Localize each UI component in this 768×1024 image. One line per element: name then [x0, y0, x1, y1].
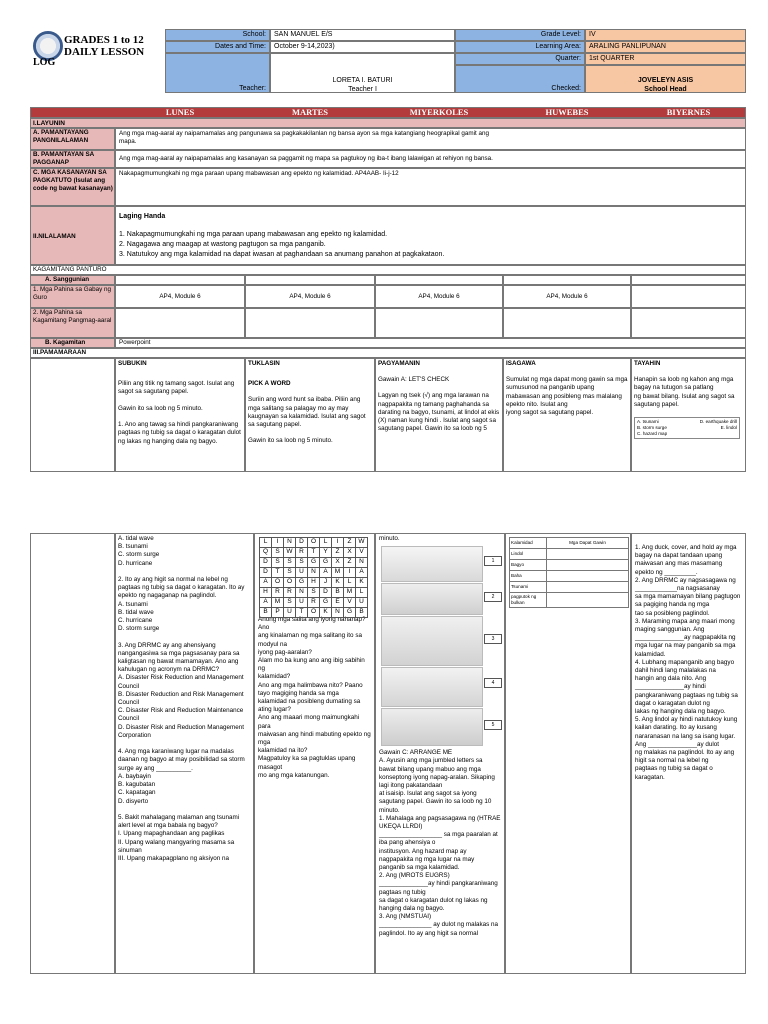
- word-hunt-cell: S: [284, 568, 296, 578]
- header-grade-value-cell: [585, 29, 746, 41]
- teacher-name: LORETA I. BATURI: [332, 77, 393, 84]
- word-hunt-cell: N: [308, 568, 320, 578]
- word-hunt-cell: X: [344, 548, 356, 558]
- word-hunt-cell: V: [344, 598, 356, 608]
- isagawa-row-2: Bagyo: [510, 560, 547, 570]
- word-hunt-cell: K: [356, 578, 368, 588]
- dates-value: October 9-14,2023): [274, 43, 335, 50]
- sanggunian-cell-4: [503, 275, 631, 285]
- answer-number-4: 4: [491, 680, 495, 686]
- gabay-value-3: AP4, Module 6: [418, 293, 460, 300]
- proc-left-col: [30, 358, 115, 472]
- word-hunt-cell: L: [260, 538, 272, 548]
- nilalaman-item-2: 2. Nagagawa ang maagap at wastong pagtugon sa mga panganib.: [119, 241, 326, 248]
- proc-header-pagyamanin: PAGYAMANIN: [378, 360, 420, 367]
- word-hunt-cell: N: [296, 588, 308, 598]
- word-hunt-cell: A: [260, 598, 272, 608]
- pagganap-text-cell: [115, 150, 746, 168]
- pamantayang-label-cell: [30, 128, 115, 150]
- title-line3: LOG: [33, 57, 56, 68]
- kagamitang-pm-cell-4: [503, 308, 631, 338]
- kasanayan-label: C. MGA KASANAYAN SA PAGKATUTO (Isulat ang code ng bawat kasanayan): [33, 169, 113, 193]
- word-hunt-cell: M: [332, 568, 344, 578]
- word-hunt-cell: R: [272, 588, 284, 598]
- illustration-2: [381, 583, 483, 615]
- isagawa-row-3: Baha: [510, 571, 547, 581]
- pamamaraan-label: III.PAMAMARAAN: [33, 349, 87, 356]
- b-kagamitan-label-cell: [30, 338, 115, 348]
- word-hunt-cell: N: [332, 608, 344, 618]
- word-hunt-row: [260, 538, 368, 548]
- gabay-cell-4: [503, 285, 631, 308]
- word-hunt-cell: R: [308, 598, 320, 608]
- answer-arrow-4: [484, 678, 502, 688]
- page2-pagyamanin-text: Gawain C: ARRANGE ME A. Ayusin ang mga jumbled letters sa bawat bilang upang mabuo ang mga konseptong iyong napag-aralan. Sikaping lagi itong pakatandaan at isaisip. Isulat ang sagot sa iyong sagutang papel. Gawin ito sa loob ng 10 minuto. 1. Mahalaga ang pagsasagawa ng (HTRAE UKEQA LLRDI) __________________ sa mga paaralan at iba pang ahensiya o institusyon. Ang hazard map ay nagpapakita ng mga lugar na may panganib sa mga kalamidad. 2. Ang (MROTS EUGRS) ______________ay hindi pangkaraniwang pagtaas ng tubig sa dagat o karagatan dulot ng lakas ng hanging dala ng bagyo. 3. Ang (NMSTUAI) _______________ ay dulot ng malakas na paglindol. Ito ay ang higit sa normal: [379, 749, 501, 937]
- word-hunt-cell: L: [344, 578, 356, 588]
- pagganap-text: Ang mga mag-aaral ay naipapamalas ang kasanayan sa paggamit ng mapa sa pagtukoy ng iba-t ibang lalawigan at rehiyon ng bansa.: [119, 155, 493, 162]
- page2-left-col: [30, 533, 115, 974]
- answer-number-3: 3: [491, 636, 495, 642]
- word-hunt-cell: O: [284, 578, 296, 588]
- header-checked-value-cell: [585, 65, 746, 93]
- gabay-value-2: AP4, Module 6: [289, 293, 331, 300]
- kasanayan-label-cell: [30, 168, 115, 206]
- checked-role: School Head: [644, 86, 687, 93]
- kagamitang-pm-cell-3: [375, 308, 503, 338]
- page2-col-tayahin: [631, 533, 746, 974]
- quarter-label: Quarter:: [555, 55, 581, 62]
- kagamitang-row: [30, 265, 746, 275]
- day-header-miyerkoles: MIYERKOLES: [409, 107, 469, 117]
- word-hunt-cell: Z: [332, 548, 344, 558]
- school-label: School:: [242, 31, 266, 38]
- answer-arrow-1: [484, 556, 502, 566]
- isagawa-text: Sumulat ng mga dapat mong gawin sa mga sumusunod na panganib upang mabawasan ang posibleng mas malalang epekto nito. Isulat ang iyong sagot sa sagutang papel.: [506, 376, 628, 417]
- kagamitang-pm-cell-2: [245, 308, 375, 338]
- pagganap-label-cell: [30, 150, 115, 168]
- word-hunt-cell: U: [356, 598, 368, 608]
- grade-label: Grade Level:: [540, 31, 581, 38]
- page2-pagyamanin-top: minuto.: [379, 535, 400, 542]
- word-hunt-cell: B: [260, 608, 272, 618]
- tuklasin-text: Suriin ang word hunt sa ibaba. Piliin ang mga salitang sa palagay mo ay may kaugnayan sa kalamidad. Isulat ang sagot sa sagutang papel. Gawin ito sa loob ng 5 minuto.: [248, 396, 366, 445]
- word-hunt-cell: G: [308, 558, 320, 568]
- proc-col-tuklasin: [245, 358, 375, 472]
- pamantayang-text-cell: [115, 128, 746, 150]
- word-hunt-cell: K: [320, 608, 332, 618]
- illustration-5: [381, 708, 483, 746]
- word-hunt-cell: I: [344, 568, 356, 578]
- gabay-cell-1: [115, 285, 245, 308]
- word-hunt-cell: K: [332, 578, 344, 588]
- header-area-label-cell: [455, 41, 585, 53]
- gabay-cell-2: [245, 285, 375, 308]
- gabay-cell-3: [375, 285, 503, 308]
- isagawa-row-1: Lindol: [510, 549, 547, 559]
- tayahin-text: Hanapin sa loob ng kahon ang mga bagay na tutugon sa patlang ng bawat bilang. Isulat ang sagot sa sagutang papel.: [634, 376, 735, 408]
- choice-d: D. earthquake drill: [699, 419, 737, 425]
- word-hunt-cell: N: [356, 558, 368, 568]
- word-hunt-cell: S: [308, 588, 320, 598]
- choice-c: C. hazard map: [637, 431, 668, 437]
- header-school-label-cell: [165, 29, 270, 41]
- answer-number-5: 5: [491, 722, 495, 728]
- isagawa-row-5: pagputok ng bulkan: [510, 593, 547, 607]
- word-hunt-cell: L: [356, 588, 368, 598]
- answer-number-2: 2: [491, 594, 495, 600]
- word-hunt-row: [260, 598, 368, 608]
- layunin-row: [30, 118, 746, 128]
- nilalaman-item-1: 1. Nakapagmumungkahi ng mga paraan upang mabawasan ang epekto ng kalamidad.: [119, 231, 388, 238]
- word-hunt-cell: U: [296, 598, 308, 608]
- kagamitang-pm-cell-5: [631, 308, 746, 338]
- word-hunt-cell: H: [260, 588, 272, 598]
- word-hunt-cell: X: [332, 558, 344, 568]
- word-hunt-cell: G: [320, 598, 332, 608]
- day-header-huwebes: HUWEBES: [545, 107, 589, 117]
- sanggunian-cell-1: [115, 275, 245, 285]
- answer-arrow-5: [484, 720, 502, 730]
- word-hunt-cell: S: [284, 598, 296, 608]
- isagawa-th-kalamidad: Kalamidad: [510, 538, 547, 548]
- gabay-label: 1. Mga Pahina sa Gabay ng Guro: [33, 286, 112, 302]
- word-hunt-row: [260, 588, 368, 598]
- nilalaman-label: II.NILALAMAN: [33, 233, 76, 240]
- illustration-4: [381, 667, 483, 707]
- area-value: ARALING PANLIPUNAN: [589, 43, 666, 50]
- proc-header-tayahin: TAYAHIN: [634, 360, 661, 367]
- word-hunt-cell: I: [332, 538, 344, 548]
- layunin-label: I.LAYUNIN: [33, 120, 65, 127]
- word-hunt-cell: D: [260, 568, 272, 578]
- nilalaman-item-3: 3. Natutukoy ang mga kalamidad na dapat iwasan at paghandaan sa anumang panahon at pagkakataon.: [119, 251, 445, 258]
- word-hunt-cell: L: [320, 538, 332, 548]
- pagyamanin-title: Gawain A: LET'S CHECK: [378, 376, 450, 384]
- page2-col-pagyamanin: [375, 533, 505, 974]
- day-header-martes: MARTES: [291, 107, 329, 117]
- word-hunt-cell: B: [356, 608, 368, 618]
- word-hunt-cell: V: [356, 548, 368, 558]
- nilalaman-text-cell: [115, 206, 746, 265]
- gabay-value-1: AP4, Module 6: [159, 293, 201, 300]
- checked-name: JOVELEYN ASIS: [637, 77, 694, 84]
- word-hunt-cell: P: [272, 608, 284, 618]
- page2-col-tuklasin: [254, 533, 375, 974]
- proc-header-tuklasin: TUKLASIN: [248, 360, 280, 367]
- word-hunt-row: [260, 608, 368, 618]
- word-hunt-cell: M: [272, 598, 284, 608]
- title-line2: DAILY LESSON: [64, 46, 145, 58]
- proc-header-subukin: SUBUKIN: [118, 360, 147, 367]
- word-hunt-cell: A: [260, 578, 272, 588]
- proc-col-subukin: [115, 358, 245, 472]
- day-header-biyernes: BIYERNES: [666, 107, 711, 117]
- isagawa-th-gawin: Mga Dapat Gawin: [569, 540, 606, 545]
- word-hunt-cell: S: [272, 558, 284, 568]
- proc-col-pagyamanin: [375, 358, 503, 472]
- word-hunt-cell: U: [296, 568, 308, 578]
- header-teacher-value-cell: [270, 53, 455, 93]
- word-hunt-cell: D: [320, 588, 332, 598]
- page2-tuklasin-text: Anong mga salita ang iyong nahanap? Ano ang kinalaman ng mga salitang ito sa modyul na iyong pag-aaralan? Alam mo ba kung ano ang ibig sabihin ng kalamidad? Ano ang mga halimbawa nito? Paano tayo magiging handa sa mga kalamidad na posibleng dumating sa ating lugar? Ano ang maaari mong maimungkahi para maiwasan ang hindi mabuting epekto ng mga kalamidad na ito? Magpatuloy ka sa pagtuklas upang masagot mo ang mga katanungan.: [258, 616, 371, 779]
- word-hunt-grid: [259, 537, 368, 618]
- word-hunt-cell: U: [284, 608, 296, 618]
- header-grade-label-cell: [455, 29, 585, 41]
- word-hunt-cell: D: [260, 558, 272, 568]
- sanggunian-cell-5: [631, 275, 746, 285]
- header-quarter-value-cell: [585, 53, 746, 65]
- kasanayan-text-cell: [115, 168, 746, 206]
- word-hunt-cell: Q: [260, 548, 272, 558]
- answer-arrow-2: [484, 592, 502, 602]
- header-dates-label-cell: [165, 41, 270, 53]
- nilalaman-label-cell: [30, 206, 115, 265]
- header-area-value-cell: [585, 41, 746, 53]
- word-hunt-cell: R: [296, 548, 308, 558]
- teacher-label: Teacher:: [239, 85, 266, 92]
- page2-col-subukin: [115, 533, 254, 974]
- isagawa-table: [509, 537, 629, 608]
- pagyamanin-text: Lagyan ng tsek (√) ang mga larawan na nagpapakita ng tamang paghahanda sa darating na bagyo, tsunami, at lindol at ekis (X) naman kung hindi . Isulat ang sagot sa sagutang papel. Gawin ito sa loob ng 5: [378, 392, 500, 433]
- kagamitang-pm-label-cell: [30, 308, 115, 338]
- word-hunt-cell: G: [296, 578, 308, 588]
- word-hunt-cell: Z: [344, 538, 356, 548]
- kagamitang-pm-label: 2. Mga Pahina sa Kagamitang Pangmag-aaral: [33, 309, 112, 325]
- pagganap-label: B. PAMANTAYAN SA PAGGANAP: [33, 151, 94, 167]
- word-hunt-cell: E: [332, 598, 344, 608]
- nilalaman-title: Laging Handa: [119, 213, 166, 220]
- school-value: SAN MANUEL E/S: [274, 31, 333, 38]
- sanggunian-cell-2: [245, 275, 375, 285]
- day-header-lunes: LUNES: [165, 107, 195, 117]
- word-hunt-cell: S: [284, 558, 296, 568]
- word-hunt-cell: W: [284, 548, 296, 558]
- word-hunt-cell: J: [320, 578, 332, 588]
- b-kagamitan-label: B. Kagamitan: [45, 339, 86, 346]
- answer-arrow-3: [484, 634, 502, 644]
- word-hunt-row: [260, 558, 368, 568]
- word-hunt-cell: G: [344, 608, 356, 618]
- tayahin-choices-box: [634, 417, 740, 439]
- header-school-value-cell: [270, 29, 455, 41]
- kasanayan-text: Nakapagmumungkahi ng mga paraan upang mabawasan ang epekto ng kalamidad. AP4AAB- Ii-j-12: [119, 170, 399, 177]
- dates-label: Dates and Time:: [215, 43, 266, 50]
- proc-header-isagawa: ISAGAWA: [506, 360, 536, 367]
- pamantayang-text: Ang mga mag-aaral ay naipamamalas ang pangunawa sa pagkakakilanlan ng bansa ayon sa mga katangiang heograpikal gamit ang mapa.: [119, 130, 490, 146]
- word-hunt-cell: O: [308, 538, 320, 548]
- word-hunt-cell: T: [308, 548, 320, 558]
- word-hunt-cell: T: [296, 608, 308, 618]
- sanggunian-label: A. Sanggunian: [45, 276, 90, 283]
- word-hunt-cell: O: [308, 608, 320, 618]
- tuklasin-title: PICK A WORD: [248, 380, 291, 388]
- word-hunt-cell: H: [308, 578, 320, 588]
- teacher-role: Teacher I: [348, 86, 377, 93]
- header-checked-label-cell: [455, 65, 585, 93]
- header-dates-value-cell: [270, 41, 455, 53]
- grade-value: IV: [589, 31, 596, 38]
- page2-col-isagawa: [505, 533, 631, 974]
- word-hunt-row: [260, 568, 368, 578]
- word-hunt-cell: I: [272, 538, 284, 548]
- word-hunt-cell: A: [320, 568, 332, 578]
- gabay-cell-5: [631, 285, 746, 308]
- area-label: Learning Area:: [535, 43, 581, 50]
- word-hunt-cell: M: [344, 588, 356, 598]
- b-kagamitan-value-cell: [115, 338, 746, 348]
- kagamitang-label: KAGAMITANG PANTURO: [33, 266, 107, 273]
- answer-number-1: 1: [491, 558, 495, 564]
- subukin-text: Piliin ang titik ng tamang sagot. Isulat ang sagot sa sagutang papel. Gawin ito sa loob ng 5 minuto. 1. Ano ang tawag sa hindi pangkaraniwang pagtaas ng tubig sa dagat o karagatan dulot ng lakas ng hanging dala ng bagyo.: [118, 380, 241, 445]
- sanggunian-cell-3: [375, 275, 503, 285]
- word-hunt-cell: Y: [320, 548, 332, 558]
- word-hunt-cell: R: [284, 588, 296, 598]
- header-teacher-label-cell: [165, 53, 270, 93]
- pamamaraan-row: [30, 348, 746, 358]
- page2-subukin-text: A. tidal wave B. tsunami C. storm surge D. hurricane 2. Ito ay ang higit sa normal na lebel ng pagtaas ng tubig sa dagat o karagatan. Ito ay epekto ng nagaganap na paglindol. A. tsunami B. tidal wave C. hurricane D. storm surge 3. Ang DRRMC ay ang ahensiyang nangangasiwa sa mga pagsasanay para sa kaligtasan ng bawat mamamayan. Ano ang kahulugan ng acronym na DRRMC? A. Disaster Risk Reduction and Management Council B. Disaster Reduction and Risk Management Council C. Disaster Risk and Reduction Maintenance Council D. Disaster Risk and Reduction Management Corporation 4. Ang mga karaniwang lugar na madalas daanan ng bagyo at may posibilidad sa storm surge ay ang __________. A. baybayin B. kagubatan C. kapatagan D. disyerto 5. Bakit mahalagang malaman ang tsunami alert level at mga babala ng bagyo? I. Upang mapaghandaan ang paglikas II. Upang walang mangyaring masama sa sinuman III. Upang makapagplano ng aksiyon na: [118, 535, 245, 862]
- choice-a: A. tsunami: [637, 419, 659, 425]
- word-hunt-cell: D: [296, 538, 308, 548]
- word-hunt-cell: T: [272, 568, 284, 578]
- word-hunt-cell: N: [284, 538, 296, 548]
- proc-col-isagawa: [503, 358, 631, 472]
- gabay-label-cell: [30, 285, 115, 308]
- sanggunian-label-cell: [30, 275, 115, 285]
- kagamitang-pm-cell-1: [115, 308, 245, 338]
- word-hunt-cell: O: [272, 578, 284, 588]
- checked-label: Checked:: [551, 85, 581, 92]
- word-hunt-row: [260, 578, 368, 588]
- b-kagamitan-value: Powerpoint: [119, 339, 151, 346]
- choice-e: E. lindol: [720, 425, 737, 431]
- proc-col-tayahin: [631, 358, 746, 472]
- isagawa-row-4: Tsunami: [510, 582, 547, 592]
- word-hunt-cell: Z: [344, 558, 356, 568]
- word-hunt-cell: W: [356, 538, 368, 548]
- title-line1: GRADES 1 to 12: [64, 34, 144, 46]
- header-quarter-label-cell: [455, 53, 585, 65]
- word-hunt-cell: S: [272, 548, 284, 558]
- choice-b: B. storm surge: [637, 425, 667, 431]
- illustration-1: [381, 546, 483, 582]
- gabay-value-4: AP4, Module 6: [546, 293, 588, 300]
- page2-tayahin-text: 1. Ang duck, cover, and hold ay mga bagay na dapat tandaan upang maiwasan ang mas masamang epekto ng _________. 2. Ang DRRMC ay nagsasagawa ng ____________na nagsasanay sa mga mamamayan bilang pagtugon sa pagiging handa ng mga tao sa posibleng paglindol. 3. Maraming mapa ang maari mong maging sanggunian. Ang ______________ay nagpapakita ng mga lugar na may panganib sa mga kalamidad. 4. Lubhang mapanganib ang bagyo dahil hindi lang malalakas na hangin ang dala nito. Ang ______________ay hindi pangkaraniwang pagtaas ng tubig sa dagat o karagatan dulot ng lakas ng hanging dala ng bagyo. 5. Ang lindol ay hindi natutukoy kung kailan darating. Ito ay kusang nararanasan na lang sa isang lugar. Ang ______________ay dulot ng malakas na paglindol. Ito ay ang higit sa normal na lebel ng pagtaas ng tubig sa dagat o karagatan.: [635, 544, 741, 781]
- pamantayang-label: A. PAMANTAYANG PANGNILALAMAN: [33, 129, 89, 145]
- quarter-value: 1st QUARTER: [589, 55, 635, 62]
- word-hunt-row: [260, 548, 368, 558]
- word-hunt-cell: B: [332, 588, 344, 598]
- word-hunt-cell: A: [356, 568, 368, 578]
- word-hunt-cell: S: [296, 558, 308, 568]
- illustration-3: [381, 616, 483, 666]
- word-hunt-cell: G: [320, 558, 332, 568]
